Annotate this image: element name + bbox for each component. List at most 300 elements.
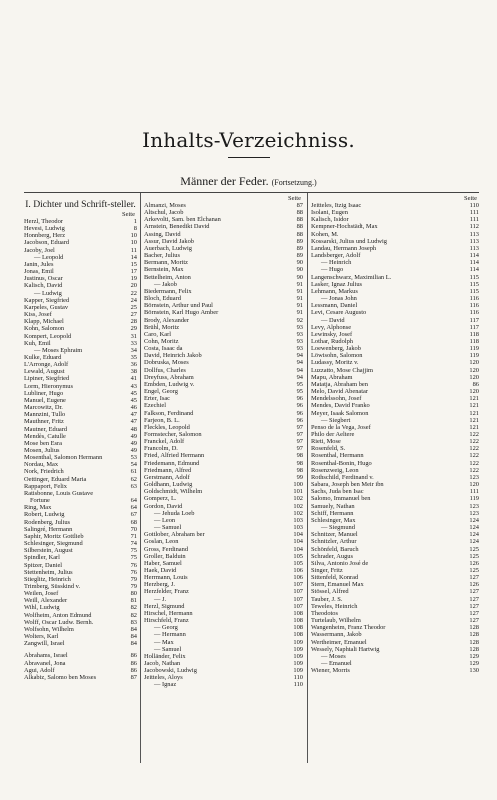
entry-page: 116 [469, 309, 479, 317]
index-entry [24, 576, 137, 583]
index-entry [24, 354, 137, 361]
entry-name: Kalisch, Isidor [311, 216, 349, 224]
index-entry [144, 653, 303, 660]
index-entry [144, 639, 303, 646]
index-entry [24, 504, 137, 511]
entry-page: 126 [469, 559, 479, 567]
entry-page: 107 [293, 595, 303, 603]
index-entry [311, 574, 479, 581]
entry-page: 89 [296, 244, 303, 252]
entry-name: Teweles, Heinrich [311, 602, 358, 610]
entry-name: Singer, Fritz [311, 566, 343, 574]
entry-page: 114 [469, 266, 479, 274]
entry-name: Wolfheim, Anton Edmund [24, 611, 92, 619]
index-entry [311, 603, 479, 610]
entry-page: 110 [293, 681, 303, 689]
index-entry [24, 404, 137, 411]
entry-name: Klapp, Michael [24, 318, 64, 326]
index-entry [144, 538, 303, 545]
index-entry [144, 345, 303, 352]
entry-name: Rodenberg, Julius [24, 518, 71, 526]
entry-page: 98 [296, 466, 303, 474]
index-entry [311, 581, 479, 588]
entry-page: 102 [293, 502, 303, 510]
index-entry [311, 560, 479, 567]
entry-page: 10 [130, 232, 137, 240]
index-entry [311, 338, 479, 345]
entry-page: 86 [130, 659, 137, 667]
entry-name: Matatja, Abraham ben [311, 380, 368, 388]
entry-page: 11 [130, 246, 137, 254]
entry-page: 91 [296, 287, 303, 295]
entry-page: 89 [296, 237, 303, 245]
index-entry [144, 331, 303, 338]
entry-name: Spindler, Karl [24, 554, 60, 562]
entry-name: Farjeon, B. L. [144, 416, 180, 424]
entry-name: — Samuel [154, 645, 182, 653]
entry-page: 111 [469, 209, 479, 217]
entry-page: 75 [130, 554, 137, 562]
entry-page: 54 [130, 461, 137, 469]
index-entry [311, 374, 479, 381]
index-entry [144, 567, 303, 574]
index-entry [311, 610, 479, 617]
entry-page: 97 [296, 423, 303, 431]
entry-page: 119 [469, 345, 479, 353]
entry-name: Cohn, Moritz [144, 337, 179, 345]
index-entry [311, 503, 479, 510]
entry-name: Bernstein, Max [144, 266, 184, 274]
entry-page: 104 [293, 545, 303, 553]
index-entry [24, 418, 137, 425]
entry-name: Nork, Friedrich [24, 468, 64, 476]
entry-name: Börnstein, Arthur und Paul [144, 302, 213, 310]
entry-page: 87 [130, 673, 137, 681]
index-entry [311, 667, 479, 674]
entry-name: Mauthner, Fritz [24, 418, 64, 426]
entry-page: 91 [296, 295, 303, 303]
entry-name: Caro, Karl [144, 330, 171, 338]
entry-page: 87 [296, 202, 303, 209]
entry-name: Kossarski, Julius und Ludwig [311, 237, 387, 245]
entry-name: — J. [154, 595, 167, 603]
entry-page: 106 [293, 574, 303, 582]
index-entry [311, 452, 479, 459]
entry-page: 96 [296, 402, 303, 410]
entry-page: 28 [130, 318, 137, 326]
entry-page: 102 [293, 495, 303, 503]
entry-page: 96 [296, 395, 303, 403]
index-entry [144, 531, 303, 538]
entry-name: Mendès, Catulle [24, 432, 66, 440]
index-entry [144, 410, 303, 417]
index-entry [144, 274, 303, 281]
entry-page: 127 [469, 595, 479, 603]
index-entry [144, 646, 303, 653]
index-entry [24, 633, 137, 640]
entry-page: 99 [296, 473, 303, 481]
entry-name: Hirschel, Hermann [144, 609, 193, 617]
entry-page: 109 [293, 660, 303, 667]
index-entry [24, 361, 137, 368]
entry-name: Ludassy, Moritz v. [311, 359, 359, 367]
index-entry [144, 674, 303, 681]
index-entry [311, 288, 479, 295]
index-entry [311, 352, 479, 359]
entry-name: Friedemann, Edmund [144, 459, 200, 467]
index-entry [311, 410, 479, 417]
entry-page: 91 [296, 302, 303, 310]
entry-page: 10 [130, 239, 137, 247]
entry-page: 98 [296, 459, 303, 467]
index-entry [311, 438, 479, 445]
entry-page: 19 [130, 275, 137, 283]
entry-name: Janin, Jules [24, 260, 54, 268]
entry-name: Mannzini, Tullo [24, 411, 66, 419]
index-entry [144, 266, 303, 273]
entry-page: 126 [469, 581, 479, 589]
index-entry [24, 383, 137, 390]
entry-name: Goldhann, Ludwig [144, 481, 193, 489]
index-entry [144, 202, 303, 209]
entry-page: 128 [469, 624, 479, 632]
entry-page: 123 [469, 473, 479, 481]
entry-name: Bettelheim, Anton [144, 273, 191, 281]
entry-page: 122 [469, 445, 479, 453]
entry-name: Gordon, David [144, 502, 183, 510]
entry-page: 61 [130, 468, 137, 476]
entry-page: 63 [130, 482, 137, 490]
entry-name: Rosenzweig, Leon [311, 466, 359, 474]
subtitle-continuation: (Fortsetzung.) [271, 178, 317, 187]
entry-page: 127 [469, 588, 479, 596]
entry-page: 34 [130, 346, 137, 354]
index-entry [144, 553, 303, 560]
entry-list-2 [144, 202, 303, 689]
index-entry [144, 631, 303, 638]
index-entry [311, 660, 479, 667]
column-divider [307, 193, 308, 763]
entry-page: 105 [293, 552, 303, 560]
entry-page: 90 [296, 273, 303, 281]
entry-page: 111 [469, 488, 479, 496]
index-entry [311, 331, 479, 338]
entry-page: 121 [469, 423, 479, 431]
index-entry [24, 239, 137, 246]
entry-page: 1 [133, 218, 137, 225]
index-entry [24, 511, 137, 518]
index-entry [144, 238, 303, 245]
index-entry [144, 603, 303, 610]
entry-page: 41 [130, 375, 137, 383]
entry-page: 27 [130, 311, 137, 319]
index-entry [24, 640, 137, 647]
entry-page: 121 [469, 395, 479, 403]
entry-name: Gerstmann, Adolf [144, 473, 190, 481]
entry-page: 128 [469, 645, 479, 653]
index-entry [24, 333, 137, 340]
index-entry [144, 681, 303, 688]
entry-page: 74 [130, 540, 137, 548]
entry-page: 115 [469, 273, 479, 281]
index-entry [24, 247, 137, 254]
entry-name: — Georg [154, 624, 178, 632]
index-entry [144, 424, 303, 431]
entry-page: 111 [469, 216, 479, 224]
entry-name: Kohen, M. [311, 230, 339, 238]
entry-page: 97 [296, 438, 303, 446]
index-entry [24, 290, 137, 297]
entry-page: 20 [130, 282, 137, 290]
entry-page: 120 [469, 359, 479, 367]
entry-name: — Leopold [34, 253, 64, 261]
entry-name: Turtelaub, Wilhelm [311, 617, 361, 625]
index-entry [24, 652, 137, 659]
entry-page: 103 [293, 516, 303, 524]
entry-page: 107 [293, 581, 303, 589]
entry-page: 110 [293, 674, 303, 682]
entry-name: Kalisch, David [24, 282, 63, 290]
entry-name: Sachs, Juda ben Isac [311, 488, 364, 496]
entry-page: 119 [469, 352, 479, 360]
entry-name: Manuel, Eugene [24, 396, 66, 404]
entry-name: Jacob, Nathan [144, 660, 181, 667]
entry-page: 64 [130, 497, 137, 505]
index-entry [24, 583, 137, 590]
entry-name: Lewald, August [24, 368, 65, 376]
index-entry [144, 295, 303, 302]
index-entry [24, 454, 137, 461]
entry-name: L'Arronge, Adolf [24, 361, 69, 369]
entry-name: Gross, Ferdinand [144, 545, 189, 553]
entry-page: 127 [469, 609, 479, 617]
index-entry [144, 460, 303, 467]
page-title: Inhalts-Verzeichniss. [142, 128, 355, 152]
entry-name: Wihl, Ludwig [24, 604, 60, 612]
index-entry [144, 488, 303, 495]
entry-name: Bermann, Moritz [144, 259, 189, 267]
entry-name: Marcowitz, Dr. [24, 404, 63, 412]
entry-page: 96 [296, 416, 303, 424]
index-entry [24, 597, 137, 604]
index-entry [144, 452, 303, 459]
entry-name: Stern, Emanuel Max [311, 581, 364, 589]
entry-page: 120 [469, 388, 479, 396]
index-entry [311, 266, 479, 273]
entry-name: Schrader, Augus [311, 552, 353, 560]
entry-name: Haek, David [144, 566, 177, 574]
entry-name: Lehmann, Markus [311, 287, 358, 295]
entry-page: 31 [130, 332, 137, 340]
entry-name: Weill, Alexander [24, 597, 68, 605]
entry-name: Wolfsohn, Wilhelm [24, 625, 74, 633]
entry-page: 115 [469, 287, 479, 295]
entry-name: — Jakob [154, 280, 177, 288]
entry-page: 62 [130, 475, 137, 483]
entry-page: 49 [130, 439, 137, 447]
entry-page: 82 [130, 604, 137, 612]
index-entry [24, 426, 137, 433]
entry-page: 122 [469, 431, 479, 438]
entry-page: 89 [296, 252, 303, 260]
index-entry [311, 309, 479, 316]
entry-name: — Hermann [154, 631, 186, 639]
entry-page: 75 [130, 547, 137, 555]
entry-name: Kempner-Hochstädt, Max [311, 223, 378, 231]
entry-page: 129 [469, 660, 479, 667]
index-entry [311, 653, 479, 660]
index-entry [144, 417, 303, 424]
entry-name: Kohn, Salomon [24, 325, 65, 333]
index-entry [24, 433, 137, 440]
index-entry [311, 345, 479, 352]
index-entry [24, 311, 137, 318]
entry-name: Wassermann, Jakob [311, 631, 362, 639]
entry-name: Lorm, Hieronymus [24, 382, 73, 390]
index-entry [311, 417, 479, 424]
entry-page: 123 [469, 502, 479, 510]
index-entry [24, 275, 137, 282]
entry-name: Auerbach, Ludwig [144, 244, 192, 252]
entry-name: Haber, Samuel [144, 559, 182, 567]
index-entry [24, 318, 137, 325]
entry-name: Formstecher, Salomon [144, 431, 202, 438]
index-entry [311, 274, 479, 281]
entry-name: — Heinrich [321, 259, 352, 267]
entry-page: 113 [469, 237, 479, 245]
entry-name: Falkson, Ferdinand [144, 409, 194, 417]
entry-page: 116 [469, 302, 479, 310]
index-entry [24, 626, 137, 633]
entry-page: 119 [469, 495, 479, 503]
index-entry [24, 304, 137, 311]
entry-page: 127 [469, 617, 479, 625]
index-entry [24, 604, 137, 611]
index-entry [311, 510, 479, 517]
entry-page: 104 [293, 538, 303, 546]
entry-list-3 [311, 202, 479, 674]
index-entry [311, 617, 479, 624]
entry-page: 86 [130, 666, 137, 674]
index-entry [144, 503, 303, 510]
index-entry [311, 216, 479, 223]
entry-name: Schnitzler, Arthur [311, 538, 357, 546]
entry-name: Lasker, Ignaz Julius [311, 280, 363, 288]
entry-name: — Ludwig [34, 289, 62, 297]
index-entry [24, 232, 137, 239]
index-entry [311, 259, 479, 266]
index-entry [24, 225, 137, 232]
entry-page: 117 [469, 323, 479, 331]
index-entry [311, 395, 479, 402]
entry-page: 128 [469, 638, 479, 646]
index-entry [24, 569, 137, 576]
index-entry [144, 402, 303, 409]
entry-page: 93 [296, 330, 303, 338]
entry-name: Wangenheim, Franz Theodor [311, 624, 386, 632]
entry-name: Schlesinger, Siegmund [24, 540, 83, 548]
index-entry [311, 402, 479, 409]
entry-page: 33 [130, 339, 137, 347]
entry-page: 121 [469, 402, 479, 410]
entry-page: 84 [130, 633, 137, 641]
index-entry [311, 531, 479, 538]
entry-page: 48 [130, 425, 137, 433]
index-entry [144, 481, 303, 488]
entry-page: 113 [469, 230, 479, 238]
entry-page: 129 [469, 652, 479, 660]
index-entry [311, 424, 479, 431]
entry-name: Rosenthal-Bonin, Hugo [311, 459, 372, 467]
index-entry [311, 553, 479, 560]
entry-page: 112 [469, 223, 479, 231]
index-entry [311, 238, 479, 245]
index-entry [144, 596, 303, 603]
index-entry [144, 302, 303, 309]
entry-name: Brody, Alexander [144, 316, 190, 324]
entry-name: — Samuel [154, 524, 182, 532]
entry-name: Mosen, Julius [24, 447, 60, 454]
entry-page: 117 [469, 316, 479, 324]
index-entry [311, 324, 479, 331]
seite-label: Seite [288, 195, 301, 202]
index-entry [144, 223, 303, 230]
index-entry [144, 388, 303, 395]
entry-name: David, Heinrich Jakob [144, 352, 202, 360]
entry-name: Brühl, Moritz [144, 323, 180, 331]
entry-name: Hirschfeld, Franz [144, 617, 189, 625]
entry-name: Jeitteles, Itzig Isaac [311, 202, 362, 209]
entry-page: 86 [472, 380, 479, 388]
entry-name: Rosenfeld, S. [311, 445, 346, 453]
index-entry [24, 468, 137, 475]
entry-name: Jacobson, Eduard [24, 239, 70, 247]
entry-name: Kulke, Eduard [24, 353, 62, 361]
entry-page: 49 [130, 447, 137, 454]
entry-page: 35 [130, 353, 137, 361]
index-entry [144, 231, 303, 238]
entry-name: Ring, Max [24, 504, 52, 512]
index-entry [144, 309, 303, 316]
entry-name: Schönfeld, Baruch [311, 545, 359, 553]
entry-page: 108 [293, 624, 303, 632]
index-entry [144, 352, 303, 359]
entry-name: Wertheimer, Emanuel [311, 638, 367, 646]
entry-name: Schnitzer, Manuel [311, 531, 358, 539]
index-entry [144, 431, 303, 438]
entry-page: 97 [296, 431, 303, 438]
entry-name: Fleckles, Leopold [144, 423, 190, 431]
entry-name: — Emanuel [321, 660, 352, 667]
index-entry [24, 526, 137, 533]
entry-name: Goldschmidt, Wilhelm [144, 488, 203, 496]
index-entry [144, 617, 303, 624]
entry-page: 36 [130, 361, 137, 369]
entry-name: Groller, Balduin [144, 552, 186, 560]
entry-name: Jacoby, Joel [24, 246, 55, 254]
entry-name: Isolani, Eugen [311, 209, 348, 217]
entry-page: 121 [469, 416, 479, 424]
entry-name: Loewenberg, Jakob [311, 345, 361, 353]
index-entry [311, 646, 479, 653]
entry-name: Embden, Ludwig v. [144, 380, 195, 388]
entry-name: Samuely, Nathan [311, 502, 355, 510]
entry-name: Herrmann, Louis [144, 574, 188, 582]
entry-page: 82 [130, 611, 137, 619]
entry-page: 128 [469, 631, 479, 639]
entry-page: 94 [296, 366, 303, 374]
entry-page: 83 [130, 618, 137, 626]
